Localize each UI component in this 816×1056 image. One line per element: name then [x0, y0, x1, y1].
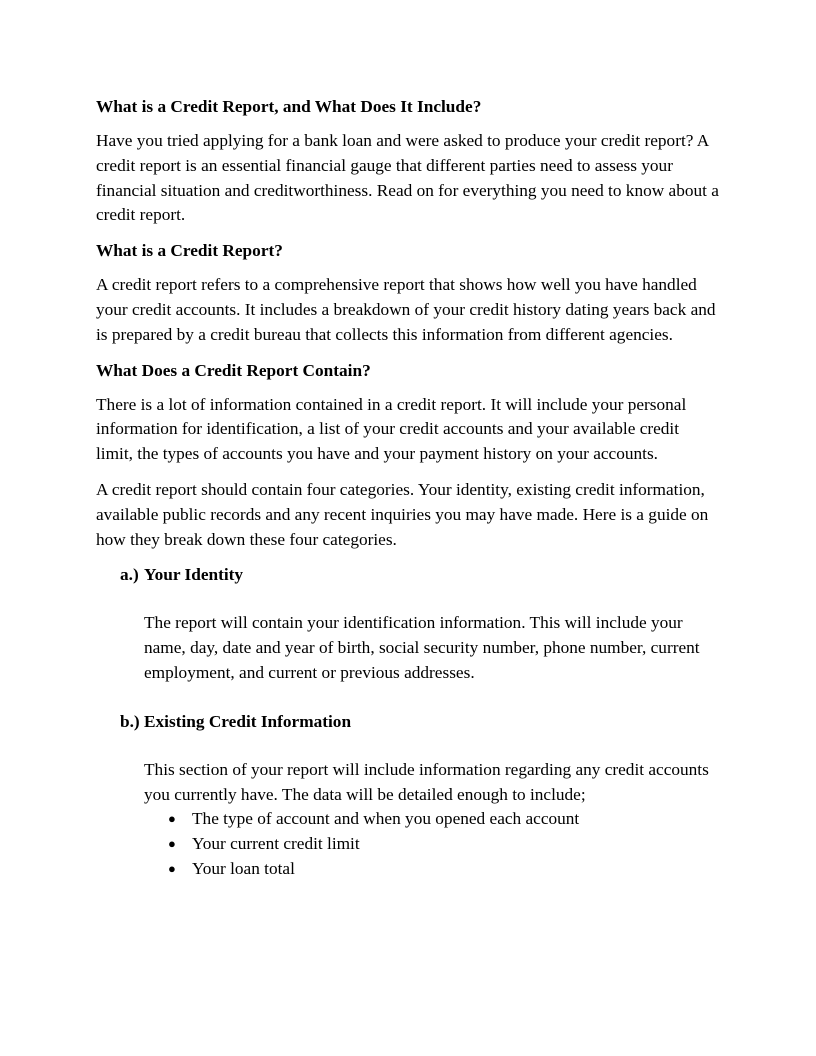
category-heading-credit-info — [120, 710, 720, 734]
bullet-icon: ● — [168, 860, 176, 876]
list-item-text: The type of account and when you opened each account — [192, 809, 580, 829]
category-title: Existing Credit Information — [144, 711, 352, 731]
section-paragraph-contains-2: A credit report should contain four categories. Your identity, existing credit information, available public records and any recent inquiries you may have made. Here is a guide on how they break down these four categories. — [96, 479, 709, 549]
bullet-list — [168, 807, 720, 881]
list-item — [168, 832, 720, 857]
list-item-text: Your loan total — [192, 858, 295, 878]
category-title: Your Identity — [144, 565, 244, 585]
section-heading-contains: What Does a Credit Report Contain? — [96, 360, 371, 380]
section-paragraph-contains-1: There is a lot of information contained in a credit report. It will include your personal information for identification, a list of your credit accounts and your available credit limit, the types of accounts you have and your payment history on your accounts. — [96, 394, 687, 464]
category-heading-identity — [120, 563, 720, 587]
document-title: What is a Credit Report, and What Does It Include? — [96, 97, 482, 116]
list-item-text: Your current credit limit — [192, 834, 360, 854]
bullet-icon: ● — [168, 836, 176, 852]
category-body-text: This section of your report will include information regarding any credit accounts you currently have. The data will be detailed enough to include; — [144, 759, 709, 804]
document-content — [96, 95, 720, 882]
category-letter: a.) — [120, 565, 139, 585]
list-item — [168, 857, 720, 882]
section-paragraph-what-is: A credit report refers to a comprehensive report that shows how well you have handled your credit accounts. It includes a breakdown of your credit history dating years back and is prepared by a credit bureau that collects this information from different agencies. — [96, 275, 716, 344]
category-body-credit-info — [144, 758, 720, 882]
intro-paragraph: Have you tried applying for a bank loan and were asked to produce your credit report? A credit report is an essential financial gauge that different parties need to assess your financial situation and creditworthiness. Read on for everything you need to know about a credit report. — [96, 131, 719, 225]
section-heading-what-is: What is a Credit Report? — [96, 241, 283, 261]
list-item — [168, 807, 720, 832]
bullet-icon: ● — [168, 811, 176, 827]
category-body-identity: The report will contain your identification information. This will include your name, day, date and year of birth, social security number, phone number, current employment, and current or previous addresses. — [144, 613, 700, 682]
category-letter: b.) — [120, 711, 140, 731]
